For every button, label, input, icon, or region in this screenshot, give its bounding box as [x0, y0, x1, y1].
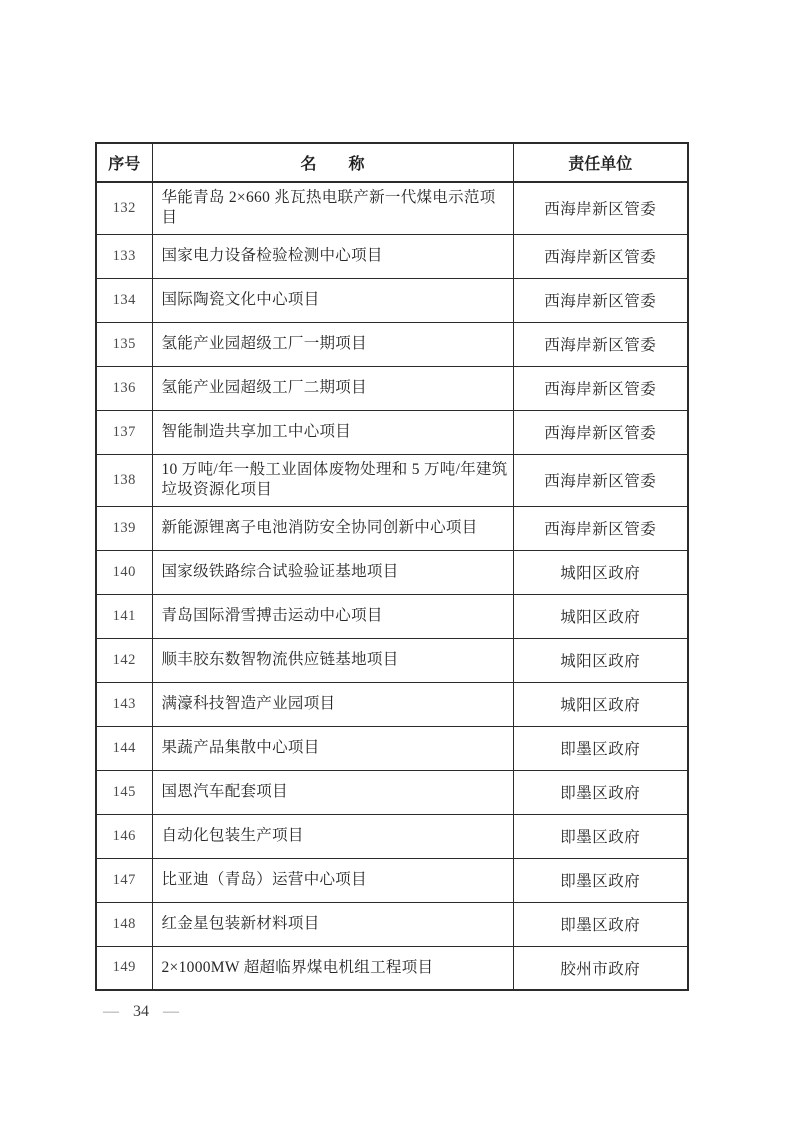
serial-number-cell: 145: [96, 770, 152, 814]
table-row: [96, 506, 688, 550]
responsible-unit-cell: 西海岸新区管委: [513, 366, 688, 410]
project-name-cell: 国际陶瓷文化中心项目: [152, 278, 513, 322]
table-row: [96, 858, 688, 902]
responsible-unit-cell: 城阳区政府: [513, 638, 688, 682]
serial-number-cell: 148: [96, 902, 152, 946]
project-name-cell: 自动化包装生产项目: [152, 814, 513, 858]
project-table: [95, 142, 689, 991]
serial-number-cell: 147: [96, 858, 152, 902]
project-name-cell: 氢能产业园超级工厂一期项目: [152, 322, 513, 366]
responsible-unit-cell: 西海岸新区管委: [513, 182, 688, 234]
responsible-unit-cell: 胶州市政府: [513, 946, 688, 990]
table-row: [96, 182, 688, 234]
project-name-cell: 华能青岛 2×660 兆瓦热电联产新一代煤电示范项目: [152, 182, 513, 234]
table-row: [96, 726, 688, 770]
table-row: [96, 366, 688, 410]
table-row: [96, 594, 688, 638]
serial-number-cell: 146: [96, 814, 152, 858]
project-name-cell: 国恩汽车配套项目: [152, 770, 513, 814]
serial-number-cell: 134: [96, 278, 152, 322]
responsible-unit-cell: 西海岸新区管委: [513, 454, 688, 506]
responsible-unit-cell: 西海岸新区管委: [513, 410, 688, 454]
project-name-cell: 青岛国际滑雪搏击运动中心项目: [152, 594, 513, 638]
responsible-unit-cell: 西海岸新区管委: [513, 278, 688, 322]
responsible-unit-cell: 即墨区政府: [513, 726, 688, 770]
table-row: [96, 454, 688, 506]
project-name-cell: 国家级铁路综合试验验证基地项目: [152, 550, 513, 594]
responsible-unit-cell: 城阳区政府: [513, 550, 688, 594]
serial-number-cell: 142: [96, 638, 152, 682]
footer-right-dash: —: [163, 1003, 179, 1020]
project-name-cell: 满濠科技智造产业园项目: [152, 682, 513, 726]
project-name-cell: 2×1000MW 超超临界煤电机组工程项目: [152, 946, 513, 990]
serial-number-cell: 139: [96, 506, 152, 550]
project-name-cell: 国家电力设备检验检测中心项目: [152, 234, 513, 278]
header-serial-number: 序号: [96, 143, 152, 182]
table-header-row: [96, 143, 688, 182]
serial-number-cell: 135: [96, 322, 152, 366]
header-responsible-unit: 责任单位: [513, 143, 688, 182]
table-body: [96, 182, 688, 990]
table-row: [96, 410, 688, 454]
table-row: [96, 814, 688, 858]
serial-number-cell: 141: [96, 594, 152, 638]
responsible-unit-cell: 城阳区政府: [513, 682, 688, 726]
serial-number-cell: 144: [96, 726, 152, 770]
project-name-cell: 氢能产业园超级工厂二期项目: [152, 366, 513, 410]
table-row: [96, 682, 688, 726]
project-name-cell: 红金星包装新材料项目: [152, 902, 513, 946]
project-name-cell: 顺丰胶东数智物流供应链基地项目: [152, 638, 513, 682]
responsible-unit-cell: 即墨区政府: [513, 858, 688, 902]
responsible-unit-cell: 西海岸新区管委: [513, 234, 688, 278]
table-row: [96, 902, 688, 946]
table-row: [96, 550, 688, 594]
serial-number-cell: 137: [96, 410, 152, 454]
project-name-cell: 新能源锂离子电池消防安全协同创新中心项目: [152, 506, 513, 550]
table-row: [96, 770, 688, 814]
serial-number-cell: 132: [96, 182, 152, 234]
serial-number-cell: 143: [96, 682, 152, 726]
table-row: [96, 638, 688, 682]
table-row: [96, 946, 688, 990]
footer-left-dash: —: [103, 1003, 119, 1020]
project-name-cell: 比亚迪（青岛）运营中心项目: [152, 858, 513, 902]
responsible-unit-cell: 城阳区政府: [513, 594, 688, 638]
serial-number-cell: 133: [96, 234, 152, 278]
responsible-unit-cell: 即墨区政府: [513, 770, 688, 814]
serial-number-cell: 140: [96, 550, 152, 594]
serial-number-cell: 136: [96, 366, 152, 410]
table-row: [96, 278, 688, 322]
responsible-unit-cell: 即墨区政府: [513, 902, 688, 946]
project-name-cell: 10 万吨/年一般工业固体废物处理和 5 万吨/年建筑垃圾资源化项目: [152, 454, 513, 506]
responsible-unit-cell: 即墨区政府: [513, 814, 688, 858]
project-name-cell: 智能制造共享加工中心项目: [152, 410, 513, 454]
serial-number-cell: 149: [96, 946, 152, 990]
project-name-cell: 果蔬产品集散中心项目: [152, 726, 513, 770]
header-project-name: 名 称: [152, 143, 513, 182]
table-row: [96, 234, 688, 278]
table-row: [96, 322, 688, 366]
responsible-unit-cell: 西海岸新区管委: [513, 322, 688, 366]
serial-number-cell: 138: [96, 454, 152, 506]
responsible-unit-cell: 西海岸新区管委: [513, 506, 688, 550]
page-footer: [103, 1003, 179, 1021]
page-number: 34: [133, 1003, 149, 1020]
